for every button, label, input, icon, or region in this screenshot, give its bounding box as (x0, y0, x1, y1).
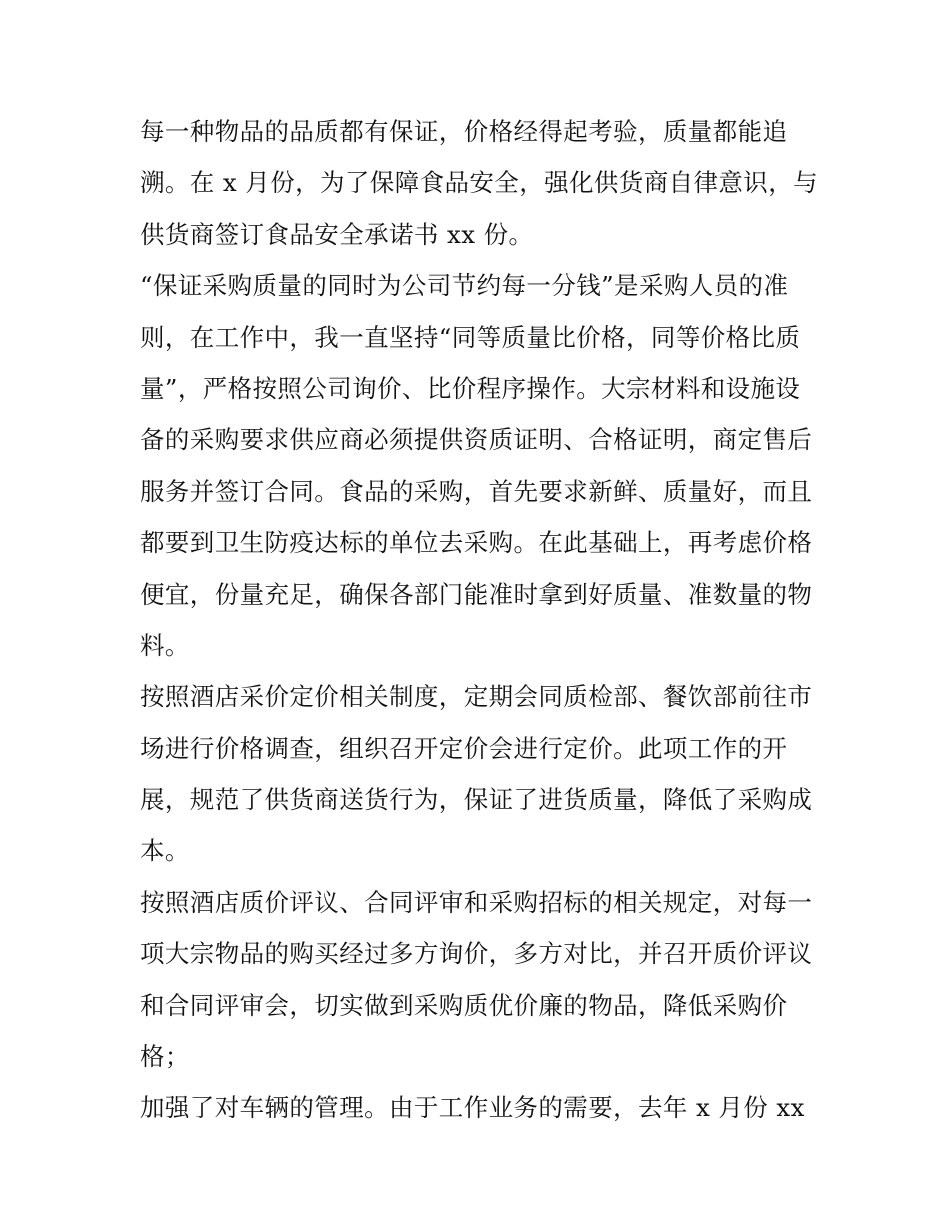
text-line: 和合同评审会，切实做到采购质优价廉的物品，降低采购价 (140, 990, 788, 1020)
text-line: 格； (140, 1042, 190, 1072)
text-line: 场进行价格调查，组织召开定价会进行定价。此项工作的开 (140, 733, 788, 763)
text-line: 溯。在 x 月份，为了保障食品安全，强化供货商自律意识，与 (140, 168, 818, 198)
text-line: 则，在工作中，我一直坚持“同等质量比价格，同等价格比质 (140, 322, 801, 352)
text-line: 供货商签订食品安全承诺书 xx 份。 (140, 219, 534, 249)
paragraph-3 (140, 671, 830, 877)
paragraph-1 (140, 106, 830, 260)
paragraph-5 (140, 1082, 830, 1133)
text-line: 都要到卫生防疫达标的单位去采购。在此基础上，再考虑价格 (140, 528, 813, 558)
text-line: 项大宗物品的购买经过多方询价，多方对比，并召开质价评议 (140, 939, 813, 969)
text-line: 备的采购要求供应商必须提供资质证明、合格证明，商定售后 (140, 425, 813, 455)
text-line: 量”，严格按照公司询价、比价程序操作。大宗材料和设施设 (140, 373, 801, 403)
text-line: 料。 (140, 630, 190, 660)
text-line: 本。 (140, 836, 190, 866)
text-line: 每一种物品的品质都有保证，价格经得起考验，质量都能追 (140, 117, 788, 146)
text-line: 按照酒店质价评议、合同评审和采购招标的相关规定，对每一 (140, 887, 813, 917)
text-line: 展，规范了供货商送货行为，保证了进货质量，降低了采购成 (140, 785, 813, 815)
text-line: 便宜，份量充足，确保各部门能准时拿到好质量、准数量的物 (140, 579, 813, 609)
text-line: 加强了对车辆的管理。由于工作业务的需要，去年 x 月份 xx (140, 1093, 805, 1123)
text-line: 服务并签订合同。食品的采购，首先要求新鲜、质量好，而且 (140, 476, 813, 506)
paragraph-4 (140, 877, 830, 1083)
text-line: 按照酒店采价定价相关制度，定期会同质检部、餐饮部前往市 (140, 682, 813, 712)
document-body (140, 106, 830, 1134)
paragraph-2 (140, 260, 830, 671)
text-line: “保证采购质量的同时为公司节约每一分钱”是采购人员的准 (140, 271, 789, 301)
